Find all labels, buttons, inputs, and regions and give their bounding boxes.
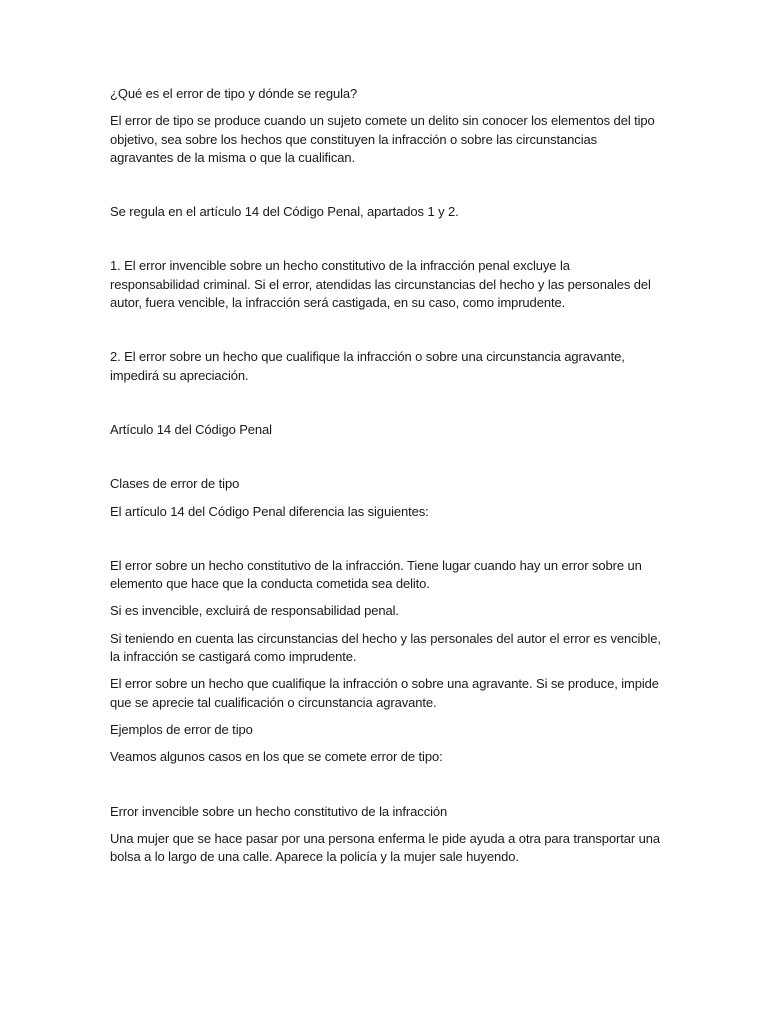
regulation-paragraph: Se regula en el artículo 14 del Código Penal, apartados 1 y 2.: [110, 204, 459, 220]
article-section-1: 1. El error invencible sobre un hecho constitutivo de la infracción penal excluye la responsabilidad criminal. Si el error, atendidas las circunstancias del hecho y las personales del autor, fuera vencible, la infracción será castigada, en su caso, como imprudente.: [110, 258, 651, 311]
definition-paragraph: El error de tipo se produce cuando un sujeto comete un delito sin conocer los elementos del tipo objetivo, sea sobre los hechos que constituyen la infracción o sobre las circunstancias agravantes de la misma o que la cualifican.: [110, 113, 655, 165]
type-constitutive-fact: El error sobre un hecho constitutivo de la infracción. Tiene lugar cuando hay un error sobre un elemento que hace que la conducta cometida sea delito.: [110, 557, 642, 592]
examples-heading: Ejemplos de error de tipo: [110, 721, 253, 737]
article-section-2: 2. El error sobre un hecho que cualifique la infracción o sobre una circunstancia agravante, impedirá su apreciación.: [110, 349, 625, 383]
article-caption: Artículo 14 del Código Penal: [110, 421, 272, 437]
types-heading: Clases de error de tipo: [110, 476, 240, 492]
vincible-note: Si teniendo en cuenta las circunstancias del hecho y las personales del autor el error es vencible, la infracción se castigará como imprudente.: [110, 630, 661, 665]
examples-intro: Veamos algunos casos en los que se comete error de tipo:: [110, 749, 443, 765]
example-paragraph: Una mujer que se hace pasar por una persona enferma le pide ayuda a otra para transportar una bolsa a lo largo de una calle. Aparece la policía y la mujer sale huyendo.: [110, 830, 661, 865]
type-qualifying-fact: El error sobre un hecho que cualifique la infracción o sobre una agravante. Si se produce, impide que se aprecie tal cualificación o circunstancia agravante.: [110, 676, 659, 710]
example-title: Error invencible sobre un hecho constitutivo de la infracción: [110, 803, 448, 819]
invincible-note: Si es invencible, excluirá de responsabilidad penal.: [110, 603, 399, 619]
question-heading: ¿Qué es el error de tipo y dónde se regula?: [110, 86, 358, 101]
document-body: [110, 85, 662, 866]
types-intro: El artículo 14 del Código Penal diferencia las siguientes:: [110, 503, 429, 519]
